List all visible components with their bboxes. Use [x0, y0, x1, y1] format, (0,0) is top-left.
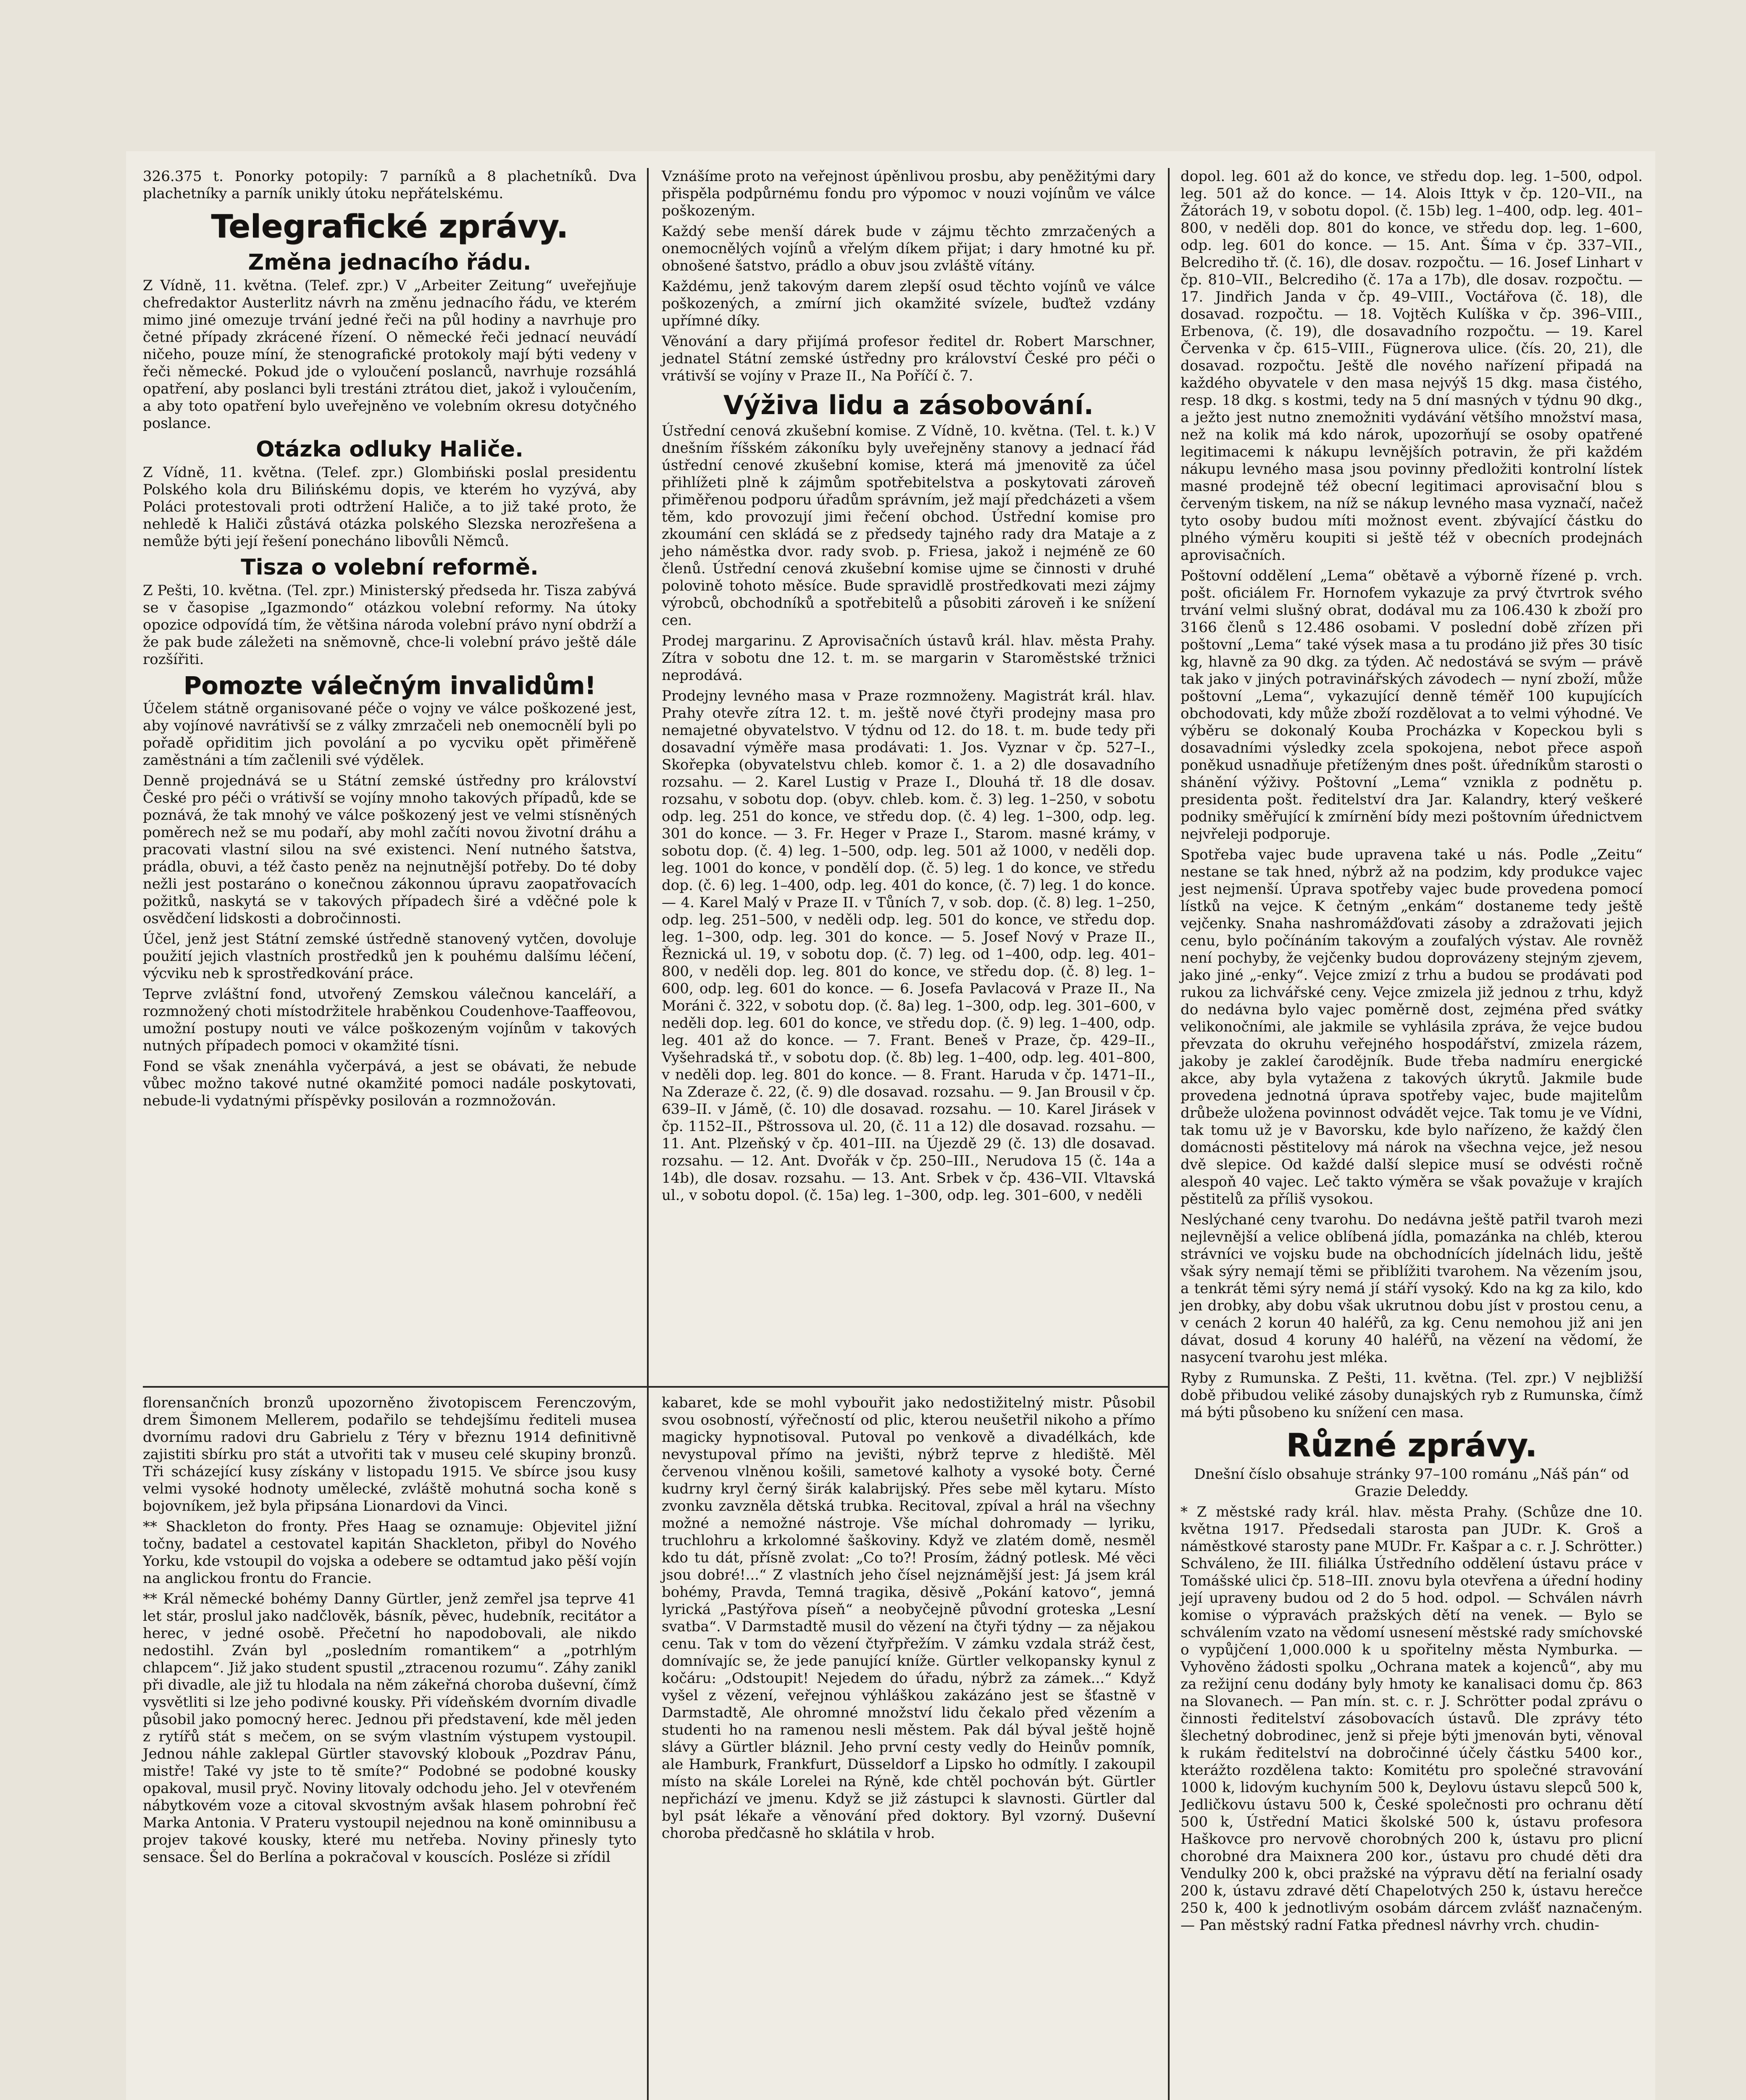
- paragraph-margarine: Prodej margarinu. Z Aprovisačních ústavů král. hlav. města Prahy. Zítra v sobotu dne 12. t. m. se margarin v Staroměstské tržnici neprodává.: [662, 633, 1155, 684]
- paragraph-appeal-4: Věnování a dary přijímá profesor ředitel dr. Robert Marschner, jednatel Státní zemské ústředny pro království České pro péči o vrátivší se vojíny v Praze II., Na Poříčí č. 7.: [662, 333, 1155, 384]
- paragraph-gurtler: ** Král německé bohémy Danny Gürtler, jenž zemřel jsa teprve 41 let stár, proslul jako nadčlověk, básník, pěvec, hudebník, recitátor a herec, v jedné osobě. Přečetní ho napodobovali, ale nikdo nedostihl. Zván byl „posledním romantikem“ a „potrhlým chlapcem“. Již jako student spustil „ztracenou rozumu“. Záhy zanikl při divadle, ale již tu hlodala na něm zákeřná choroba duševní, čímž vysvětliti si lze jeho podivné kousky. Při vídeňském dvorním divadle působil jako pomocný herec. Jednou při představení, kde měl jeden z rytířů stát s mečem, on se svým vlastním výstupem vystoupil. Jednou náhle zaklepal Gürtler stavovský klobouk „Pozdrav Pánu, mistře! Také vy jste to tě smíte?“ Podobné se podobné kousky opakoval, musil pryč. Noviny litovaly odchodu jeho. Jel v otevřeném nábytkovém voze a citoval skvostným avšak hlasem pohrobní řeč Marka Antonia. V Prateru vystoupil nejednou na koně ominnibusu a projev takové kousky, které mu netřeba. Noviny přinesly tyto sensace. Šel do Berlína a pokračoval v kouscích. Posléze si zřídil: [143, 1591, 636, 1866]
- paragraph-shackleton: ** Shackleton do fronty. Přes Haag se oznamuje: Objevitel jižní točny, badatel a cestovatel kapitán Shackleton, přibyl do Nového Yorku, kde vstoupil do vojska a odebere se odtamtud jako pěší vojín na anglickou frontu do Francie.: [143, 1518, 636, 1587]
- paragraph-invalids-3: Účel, jenž jest Státní zemské ústředně stanovený vytčen, dovoluje použití jejich vlastních prostředků jen k pouhému dalšímu léčení, výcviku neb k sprostředkování práce.: [143, 931, 636, 982]
- section-title-telegraphic: Telegrafické zprávy.: [211, 207, 568, 245]
- section-title-food: Výživa lidu a zásobování.: [723, 390, 1094, 420]
- paragraph-invalids-2: Denně projednává se u Státní zemské ústředny pro království České pro péči o vrátivší se vojíny mnoho takových případů, kde se poznává, že tak mnohý ve válce poškozený jest ve velmi stísněných poměrech než se mu podaří, aby mohl začíti novou životní dráhu a pracovati vlastní silou na své existenci. Není nutného šatstva, prádla, obuvi, a též často peněz na nejnutnější potřeby. Do té doby nežli jest postaráno o konečnou zákonnou úpravu zaopatřovacích požitků, naskytá se v takových případech širé a vděčné pole k osvědčení lidskosti a dobročinnosti.: [143, 772, 636, 927]
- paragraph-appeal-1: Vznášíme proto na veřejnost úpěnlivou prosbu, aby peněžitými dary přispěla podpůrnému fondu pro výpomoc v nouzi vojínům ve válce poškozeným.: [662, 168, 1155, 219]
- paragraph-price-commission: Ústřední cenová zkušební komise. Z Vídně, 10. května. (Tel. t. k.) V dnešním říšském zákoníku byly uveřejněny stanovy a jednací řád ústřední cenové zkušební komise, která má jmenovitě za účel přihlížeti plně k zájmům spotřebitelstva a poskytovati zároveň přiměřenou podporu úřadům správním, jež mají předcházeti a všem těm, kdo provozují jimi řečení obchod. Ústřední komise pro zkoumání cen skládá se z předsedy tajného rady dra Mataje a z jeho náměstka dvor. rady svob. p. Friesa, jakož i nejméně ze 60 členů. Ústřední cenová zkušební komise ujme se činnosti v druhé polovině tohoto měsíce. Bude spravidlě prostředkovati mezi zájmy výrobců, obchodníků a spotřebitelů a působiti zároveň i ke snížení cen.: [662, 423, 1155, 629]
- paragraph-eggs: Spotřeba vajec bude upravena také u nás. Podle „Zeitu“ nestane se tak hned, nýbrž až na podzim, kdy produkce vajec jest nejmenší. Úprava spotřeby vajec bude provedena pomocí lístků na vejce. K četným „enkám“ dostaneme tedy ještě vejčenky. Snaha nashromážďovati zásoby a zdražovati jejich cenu, bylo počínáním takovým a zoufalých výstav. Ale rovněž není pochyby, že vejčenky budou doprovázeny stejným zjevem, jako jiné „-enky“. Vejce zmizí z trhu a budou se prodávati pod rukou za lichvářské ceny. Vejce zmizela již jednou z trhu, když do nedávna bylo vajec poměrně dost, zejména před svátky velikonočními, ale jakmile se vyhlásila zpráva, že vejce budou převzata do okruhu veřejného hospodářství, zmizela rázem, jakoby je zakleí čarodějník. Bude třeba nadmíru energické akce, aby byla vytažena z takových úkrytů. Jakmile bude provedena jednotná úprava spotřeby vajec, bude majitelům drůbeže uložena povinnost odvádět vejce. Tak tomu je ve Vídni, tak tomu už je v Bavorsku, kde bylo nařízeno, že každý člen domácnosti pěstitelovy má nárok na všechna vejce, jež nesou dvě slepice. Od každé další slepice musí se odvésti ročně alespoň 40 vajec. Leč takto výměra se však považuje v krajích pěstitelů za příliš vysokou.: [1181, 846, 1643, 1208]
- paragraph-invalids-5: Fond se však znenáhla vyčerpává, a jest se obávati, že nebude vůbec možno takové nutné okamžité pomoci nadále poskytovati, nebude-li vydatnými příspěvky posilován a rozmnožován.: [143, 1058, 636, 1109]
- paragraph-fish-romania: Ryby z Rumunska. Z Pešti, 11. května. (Tel. zpr.) V nejbližší době přibudou veliké zásoby dunajských ryb z Rumunska, čímž má býti působeno ku snížení cen masa.: [1181, 1370, 1643, 1421]
- heading-galicia: Otázka odluky Haliče.: [256, 437, 523, 462]
- heading-tisza: Tisza o volební reformě.: [241, 555, 539, 580]
- column-2: [662, 168, 1155, 1208]
- paragraph-novel-notice: Dnešní číslo obsahuje stránky 97–100 románu „Náš pán“ od Grazie Deleddy.: [1194, 1466, 1629, 1500]
- paragraph-post-lema: Poštovní oddělení „Lema“ obětavě a výborně řízené p. vrch. pošt. oficiálem Fr. Hornofem vykazuje za prvý čtvrtrok svého trvání velmi slušný obrat, dodával mu za 106.430 k zboží pro 3166 členů s 12.486 osobami. V poslední době zřízen při poštovní „Lema“ také výsek masa a tu prodáno již přes 30 tisíc kg, hlavně za 90 dkg. za týden. Ač nedostává se svým — právě tak jako v jiných potravinářských závodech — nyní zboží, může poštovní „Lema“, vykazující denně téměř 100 kupujících obchodovati, kdy může zboží rozdělovat a to velmi výhodné. Ve výběru se dokonalý Kouba Procházka v Kopeckou byli s dosavadními výsledky zcela spokojena, nebot přece aspoň poněkud usnadňuje přetíženým dnes pošt. úředníkům starosti o shánění výživy. Poštovní „Lema“ vznikla z podnětu p. presidenta pošt. ředitelství dra Jar. Kalandry, který veškeré podniky směřující k zmírnění bídy mezi poštovním úřednictvem nejvřeleji podporuje.: [1181, 567, 1643, 843]
- paragraph-tisza: Z Pešti, 10. května. (Tel. zpr.) Ministerský předseda hr. Tisza zabývá se v časopise „Igazmondo“ otázkou volební reformy. Na útoky opozice odpovídá tím, že většina národa volební právo nyní obdrží a že pak bude záležeti na sněmovně, chce-li volební právo ještě dále rozšířiti.: [143, 582, 636, 668]
- column-rule-1: [647, 168, 649, 2100]
- paragraph-bronzes: florensančních bronzů upozorněno životopiscem Ferenczovým, drem Šimonem Mellerem, podařilo se tehdejšímu řediteli musea dvornímu radovi dru Gabrielu z Téry v březnu 1914 definitivně zajistiti sbírku pro stát a utvořiti tak v museu celé skupiny bronzů. Tři scházející kusy získány v listopadu 1915. Ve sbírce jsou kusy velmi vysoké hodnoty umělecké, zvláště mohutná socha koně s bojovníkem, jež byla připsána Lionardovi da Vinci.: [143, 1394, 636, 1515]
- paragraph-invalids-1: Účelem státně organisované péče o vojny ve válce poškozené jest, aby vojínové navrátivší se z války zmrzačeli neb onemocnělí byli po pořadě opřiditim jich povolání a po vycviku opět přiměřeně zaměstnáni a tím začlenili své výdělek.: [143, 700, 636, 769]
- column-rule-2: [1168, 168, 1170, 2100]
- paragraph-appeal-2: Každý sebe menší dárek bude v zájmu těchto zmrzačených a onemocnělých vojínů a vřelým díkem přijat; i dary hmotné ku př. obnošené šatstvo, prádlo a obuv jsou zvláště vítány.: [662, 223, 1155, 274]
- heading-invalids: Pomozte válečným invalidům!: [183, 671, 596, 700]
- column-2-lower: [662, 1394, 1155, 1845]
- paragraph-meat-shops-cont: dopol. leg. 601 až do konce, ve středu dop. leg. 1–500, odpol. leg. 501 až do konce. — 14. Alois Ittyk v čp. 120–VII., na Žátorách 19, v sobotu dopol. (č. 15b) leg. 1–400, odp. leg. 401–800, v neděli dop. 801 do konce, ve středu dop. leg. 1–600, odp. leg. 601 do konce. — 15. Ant. Šíma v čp. 337–VII., Belcrediho tř. (č. 16), dle dosav. rozpočtu. — 16. Josef Linhart v čp. 810–VII., Belcrediho (č. 17a a 17b), dle dosav. rozpočtu. — 17. Jindřich Janda v čp. 49–VIII., Voctářova (č. 18), dle dosavad. rozpočtu. — 18. Vojtěch Kulíška v čp. 396–VIII., Erbenova, (č. 19), dle dosavadního rozpočtu. — 19. Karel Červenka v čp. 615–VIII., Fügnerova ulice. (čís. 20, 21), dle dosavad. rozpočtu. Ještě dle nového nařízení připadá na každého obyvatele v den masa nejvýš 15 dkg. masa čistého, resp. 18 dkg. s kostmi, tedy na 5 dní masných v týdnu 90 dkg., a ježto jest nutno znemožniti vydávání většího množství masa, než na kolik má kdo nárok, upozorňují se osoby opatřené legitimacemi k nákupu levnějších potravin, že při každém nákupu levného masa jsou povinny předložiti kontrolní lístek masné prodejně též obecní legitimaci aprovisační blou s červeným tiskem, na níž se nákup levného masa vyznačí, načež tyto osoby budou míti možnost event. zbývající částku do plného výměru koupiti si ještě též v obecních prodejnách aprovisačních.: [1181, 168, 1643, 564]
- paragraph-invalids-4: Teprve zvláštní fond, utvořený Zemskou válečnou kanceláří, a rozmnožený choti místodržitele hraběnkou Coudenhove-Taaffeovou, umožní postupy nouti ve válce poškozeným vojínům v takových nutných případech pomoci v okamžité tísni.: [143, 986, 636, 1054]
- paragraph-city-council: * Z městské rady král. hlav. města Prahy. (Schůze dne 10. května 1917. Předsedali starosta pan JUDr. K. Groš a náměstkové starosty pane MUDr. Fr. Kašpar a c. r. J. Schrötter.) Schváleno, že III. filiálka Ústředního oddělení ústavu práce v Tomášské ulici čp. 518–III. znovu byla otevřena a úřední hodiny její upraveny budou od 2 do 5 hod. odpol. — Schválen návrh komise o výpravách pražských dětí na venek. — Bylo se schválením vzato na vědomí usnesení městské rady smíchovské o vypůjčení 1,000.000 k u spořitelny města Nymburka. — Vyhověno žádosti spolku „Ochrana matek a kojenců“, aby mu za režijní cenu dodány byly hmoty ke kanalisaci domu čp. 863 na Slovanech. — Pan mín. st. c. r. J. Schrötter podal zprávu o činnosti ředitelství zásobovacích ústavů. Dle zprávy této šlechetný dobrodinec, jenž si přeje býti jmenován byti, věnoval k rukám ředitelství na dobročinné účely částku 5400 kor., kterážto rozdělena takto: Komitétu pro společné stravování 1000 k, lidovým kuchyním 500 k, Deylovu ústavu slepců 500 k, Jedličkovu ústavu 500 k, České společnosti pro ochranu dětí 500 k, Ústřední Matici školské 500 k, ústavu profesora Haškovce pro nervově chorobných 200 k, ústavu pro plicní chorobné dra Maixnera 200 kor., ústavu pro chudé děti dra Vendulky 200 k, obci pražské na výpravu dětí na ferialní osady 200 k, ústavu zdravé dětí Chapelotvých 250 k, ústavu herečce 250 k, 400 k jednotlivým osobám dárcem zvlášť naznačeným. — Pan městský radní Fatka přednesl návrhy vrch. chudin-: [1181, 1504, 1643, 1934]
- column-3: [1181, 168, 1643, 1937]
- column-1: [143, 168, 636, 1113]
- paragraph-meat-shops: Prodejny levného masa v Praze rozmnoženy. Magistrát král. hlav. Prahy otevře zítra 12. t. m. ještě nové čtyři prodejny masa pro nemajetné obyvatelstvo. V týdnu od 12. do 18. t. m. bude tedy při dosavadní výměře masa prodávati: 1. Jos. Vyznar v čp. 527–I., Skořepka (obyvatelstvu chleb. komor č. 1. a 2) dle dosavadního rozsahu. — 2. Karel Lustig v Praze I., Dlouhá tř. 18 dle dosav. rozsahu, v sobotu dop. (obyv. chleb. kom. č. 3) leg. 1–250, v sobotu odp. leg. 251 do konce, ve středu dop. (č. 4) leg. 1–300, odp. leg. 301 do konce. — 3. Fr. Heger v Praze I., Starom. masné krámy, v sobotu dop. (č. 4) leg. 1–500, odp. leg. 501 až 1000, v neděli dop. leg. 1001 do konce, v pondělí dop. (č. 5) leg. 1 do konce, ve středu dop. (č. 6) leg. 1–400, odp. leg. 401 do konce, (č. 7) leg. 1 do konce. — 4. Karel Malý v Praze II. v Tůních 7, v sob. dop. (č. 8) leg. 1–250, odp. leg. 251–500, v neděli odp. leg. 501 do konce, ve středu dop. leg. 1–300, odp. leg. 301 do konce. — 5. Josef Nový v Praze II., Řeznická ul. 19, v sobotu dop. (č. 7) leg. od 1–400, odp. leg. 401–800, v neděli dop. leg. 801 do konce, ve středu dop. (č. 8) leg. 1–600, odp. leg. 601 do konce. — 6. Josefa Pavlacová v Praze II., Na Moráni č. 322, v sobotu dop. (č. 8a) leg. 1–300, odp. leg. 301–600, v neděli dop. leg. 601 do konce, ve středu dop. (č. 9) leg. 1–400, odp. leg. 401 až do konce. — 7. Frant. Beneš v Praze, čp. 429–II., Vyšehradská tř., v sobotu dop. (č. 8b) leg. 1–400, odp. leg. 401–800, v neděli dop. leg. 801 do konce. — 8. Frant. Haruda v čp. 1471–II., Na Zderaze č. 22, (č. 9) dle dosavad. rozsahu. — 9. Jan Brousil v čp. 639–II. v Jámě, (č. 10) dle dosavad. rozsahu. — 10. Karel Jirásek v čp. 1152–II., Pštrossova ul. 20, (č. 11 a 12) dle dosavad. rozsahu. — 11. Ant. Plzeňský v čp. 401–III. na Újezdě 29 (č. 13) dle dosavad. rozsahu. — 12. Ant. Dvořák v čp. 250–III., Nerudova 15 (č. 14a a 14b), dle dosav. rozsahu. — 13. Ant. Srbek v čp. 436–VII. Vltavská ul., v sobotu dopol. (č. 15a) leg. 1–300, odp. leg. 301–600, v neděli: [662, 688, 1155, 1204]
- paragraph-rules-change: Z Vídně, 11. května. (Telef. zpr.) V „Arbeiter Zeitung“ uveřejňuje chefredaktor Austerlitz návrh na změnu jednacího řádu, ve kterém mimo jiné omezuje trvání jedné řeči na půl hodiny a navrhuje pro četné případy zkrácené řízení. O německé řeči jednací neuvádí ničeho, pouze míní, že stenografické protokoly mají býti vedeny v řeči německé. Pokud jde o vyloučení poslanců, navrhuje rozsáhlá opatření, aby poslanci byli trestáni ztrátou diet, jakož i vyloučením, a aby toto opatření bylo uveřejněno ve volebním okresu dotyčného poslance.: [143, 277, 636, 432]
- paragraph-galicia: Z Vídně, 11. května. (Telef. zpr.) Glombiński poslal presidentu Polského kola dru Bilińskému dopis, ve kterém ho vyzývá, aby Poláci protestovali proti odtržení Haliče, a to již také proto, že nehledě k Haliči zůstává otázka polského Slezska nerozřešena a nemůže býti její řešení ponecháno libovůli Němců.: [143, 464, 636, 550]
- paragraph-curd-prices: Neslýchané ceny tvarohu. Do nedávna ještě patřil tvaroh mezi nejlevnější a velice oblíbená jídla, pomazánka na chléb, kterou strávníci ve vojsku bude na obchodnících jídelnách lidu, ještě však sýry nemají těmi se přiblížiti tvarohem. Na vězením jsou, a tenkrát těmi sýry nemá jí stáří vysoký. Kdo na kg za kilo, kdo jen drobky, aby dobu však ukrutnou dobu jíst v prostou cenu, a v cenách 2 korun 40 haléřů, za kg. Cenu nemohou již ani jen dávat, dosud 4 koruny 40 haléřů, na vězení na vědomí, že nasycení tvarohu jest mléka.: [1181, 1211, 1643, 1366]
- newspaper-page: [126, 151, 1655, 2100]
- intro-paragraph: 326.375 t. Ponorky potopily: 7 parníků a 8 plachetníků. Dva plachetníky a parník unikly útoku nepřátelskému.: [143, 168, 636, 202]
- paragraph-appeal-3: Každému, jenž takovým darem zlepší osud těchto vojínů ve válce poškozených, a zmírní jich okamžité svízele, buďtež vzdány upřímné díky.: [662, 278, 1155, 329]
- column-1-lower: [143, 1394, 636, 1869]
- heading-rules-change: Změna jednacího řádu.: [248, 250, 531, 275]
- section-rule-left: [143, 1386, 1168, 1388]
- section-title-various: Různé zprávy.: [1286, 1426, 1537, 1464]
- paragraph-cabaret: kabaret, kde se mohl vybouřit jako nedostižitelný mistr. Působil svou osobností, výřečností od plic, kterou neušetřil nikoho a přímo magicky hypnotisoval. Putoval po venkově a divadélkách, kde nevystupoval přímo na jevišti, nýbrž teprve z hlediště. Měl červenou vlněnou košili, sametové kalhoty a vysoké boty. Černé kudrny kryl černý širák kalabrijský. Přes sebe měl kytaru. Místo zvonku zavzněla dětská trubka. Recitoval, zpíval a hrál na všechny možné a nemožné nástroje. Vše míchal dohromady — lyriku, truchlohru a krkolomné šaškoviny. Když ve zlatém domě, nesměl kdo tu dát, přísně zvolat: „Co to?! Prosím, žádný potlesk. Mé věci jsou dobré!...“ Z vlastních jeho čísel nejznámější jest: Já jsem král bohémy, Pravda, Temná tragika, děsivě „Pokání katovo“, jemná lyrická „Pastýřova píseň“ a neobyčejně původní groteska „Lesní svatba“. V Darmstadtě musil do vězení na čtyři týdny — za nějakou cenu. Tak v tom do vězení čtyřpřežím. V zámku vzdala stráž čest, domnívajíc se, že jede panující kníže. Gürtler velkopansky kynul z kočáru: „Odstoupit! Nejedem do úřadu, nýbrž za zámek...“ Když vyšel z vězení, veřejnou výhláškou zakázáno jest se šťastně v Darmstadtě, Ale ohromné množství lidu čekalo před vězením a studenti ho na ramenou nesli městem. Pak dál býval ještě hojně slávy a Gürtler bláznil. Jeho první cesty vedly do Heinův pomník, ale Hamburk, Frankfurt, Düsseldorf a Lipsko ho odmítly. I zakoupil místo na skále Lorelei na Rýně, kde chtěl pochován být. Gürtler nepřichází ve jmenu. Když se již zástupci k slavnosti. Gürtler dal byl psát lékaře a věnování před doktory. Byl vzorný. Duševní choroba předčasně ho sklátila v hrob.: [662, 1394, 1155, 1842]
